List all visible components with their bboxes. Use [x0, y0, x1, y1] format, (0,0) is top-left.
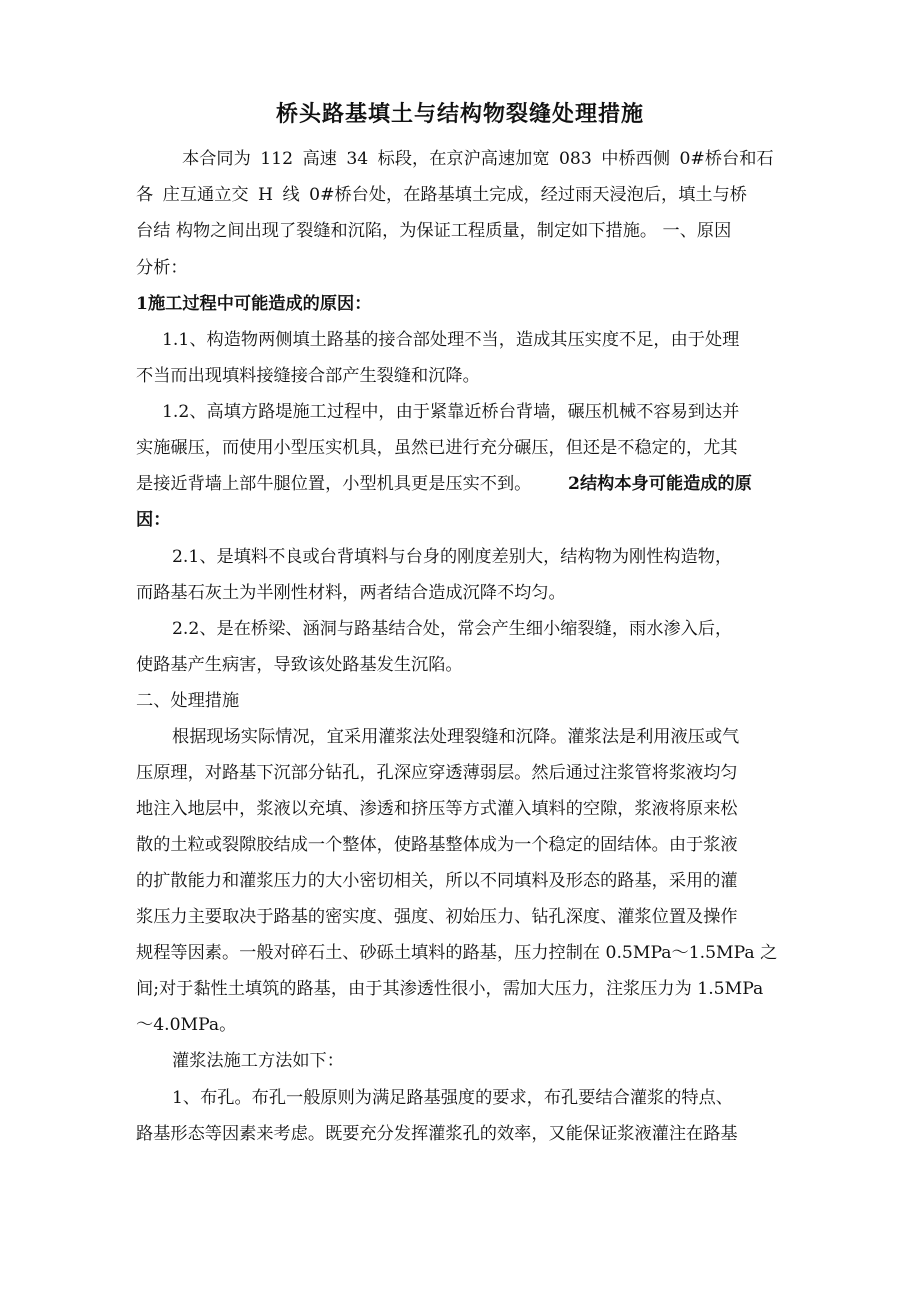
paragraph-line: 灌浆法施工方法如下： — [172, 1051, 344, 1071]
paragraph-line: 分析： — [136, 258, 188, 278]
document-title: 桥头路基填土与结构物裂缝处理措施 — [275, 101, 644, 127]
paragraph-line: 路基形态等因素来考虑。既要充分发挥灌浆孔的效率，又能保证浆液灌注在路基 — [136, 1124, 738, 1144]
section-heading: 2结构本身可能造成的原 — [568, 474, 752, 494]
paragraph-line: 规程等因素。一般对碎石土、砂砾土填料的路基，压力控制在 0.5MPa～1.5MPa 之 — [136, 943, 778, 963]
paragraph-line: 2.2、是在桥梁、涵洞与路基结合处，常会产生细小缩裂缝，雨水渗入后， — [172, 619, 733, 639]
section-heading: 二、处理措施 — [136, 691, 240, 711]
paragraph-line: 是接近背墙上部牛腿位置，小型机具更是压实不到。 — [136, 474, 532, 494]
paragraph-line: 1.1、构造物两侧填土路基的接合部处理不当，造成其压实度不足，由于处理 — [162, 330, 740, 350]
paragraph-line: 各 庄互通立交 H 线 0#桥台处，在路基填土完成，经过雨天浸泡后，填土与桥 — [136, 185, 747, 205]
paragraph-line: 浆压力主要取决于路基的密实度、强度、初始压力、钻孔深度、灌浆位置及操作 — [136, 907, 738, 927]
paragraph-line: 使路基产生病害，导致该处路基发生沉陷。 — [136, 655, 463, 675]
paragraph-line: 压原理，对路基下沉部分钻孔，孔深应穿透薄弱层。然后通过注浆管将浆液均匀 — [136, 763, 738, 783]
section-heading: 1施工过程中可能造成的原因： — [136, 294, 372, 314]
paragraph-line: ～4.0MPa。 — [136, 1015, 237, 1035]
paragraph-line: 而路基石灰土为半刚性材料，两者结合造成沉降不均匀。 — [136, 583, 566, 603]
paragraph-line: 不当而出现填料接缝接合部产生裂缝和沉降。 — [136, 366, 480, 386]
paragraph-line: 本合同为 112 高速 34 标段，在京沪高速加宽 083 中桥西侧 0#桥台和石 — [182, 149, 774, 169]
paragraph-line: 2.1、是填料不良或台背填料与台身的刚度差别大，结构物为刚性构造物， — [172, 547, 733, 567]
paragraph-line: 的扩散能力和灌浆压力的大小密切相关，所以不同填料及形态的路基，采用的灌 — [136, 871, 738, 891]
paragraph-line: 1、布孔。布孔一般原则为满足路基强度的要求，布孔要结合灌浆的特点、 — [172, 1088, 733, 1108]
paragraph-line: 台结 构物之间出现了裂缝和沉陷，为保证工程质量，制定如下措施。 一、原因 — [136, 221, 732, 241]
paragraph-line: 地注入地层中，浆液以充填、渗透和挤压等方式灌入填料的空隙，浆液将原来松 — [136, 799, 738, 819]
paragraph-line: 1.2、高填方路堤施工过程中，由于紧靠近桥台背墙，碾压机械不容易到达并 — [162, 402, 740, 422]
section-heading: 因： — [136, 510, 171, 530]
paragraph-line: 实施碾压，而使用小型压实机具，虽然已进行充分碾压，但还是不稳定的，尤其 — [136, 438, 738, 458]
paragraph-line: 间;对于黏性土填筑的路基，由于其渗透性很小，需加大压力，注浆压力为 1.5MPa — [136, 979, 764, 999]
paragraph-line: 散的土粒或裂隙胶结成一个整体，使路基整体成为一个稳定的固结体。由于浆液 — [136, 835, 738, 855]
paragraph-line: 根据现场实际情况，宜采用灌浆法处理裂缝和沉降。灌浆法是利用液压或气 — [172, 727, 740, 747]
